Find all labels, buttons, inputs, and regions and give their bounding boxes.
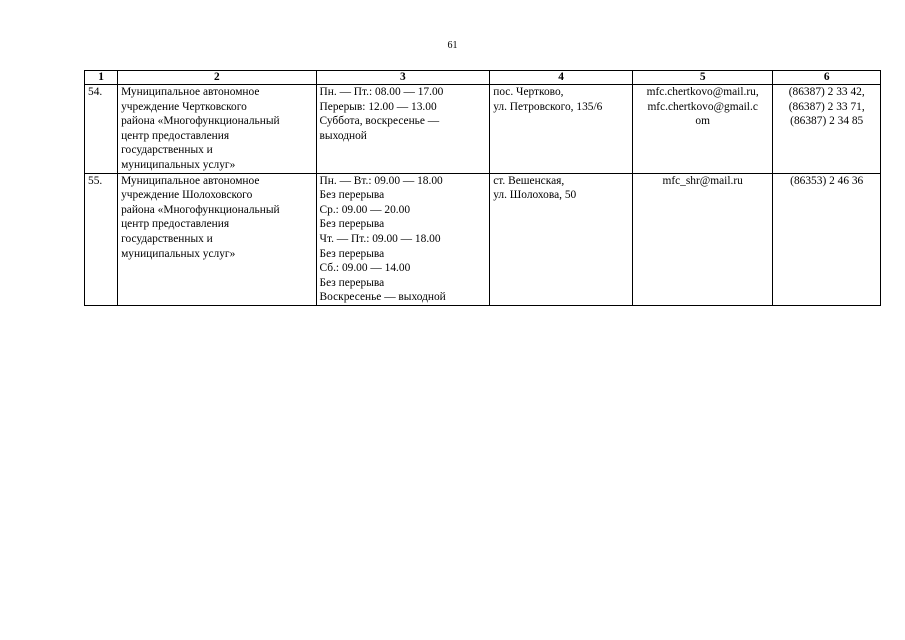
phone-line: (86387) 2 33 42, (788, 86, 865, 98)
header-col-5: 5 (632, 71, 773, 85)
address-line: ул. Петровского, 135/6 (493, 100, 603, 113)
name-line: центр предоставления (121, 129, 230, 142)
name-line: муниципальных услуг» (121, 158, 236, 171)
mfc-table (84, 70, 881, 306)
hours-line: Сб.: 09.00 — 14.00 (319, 262, 411, 275)
email-line: mfc.chertkovo@mail.ru, (646, 86, 759, 98)
header-col-3: 3 (316, 71, 490, 85)
table-header (85, 71, 881, 85)
email-line: mfc.chertkovo@gmail.c (647, 100, 758, 113)
address (490, 85, 633, 174)
table-row (85, 173, 881, 305)
table-row (85, 85, 881, 174)
name-line: центр предоставления (121, 218, 230, 231)
address-line: ул. Шолохова, 50 (493, 189, 577, 202)
hours-line: Ср.: 09.00 — 20.00 (319, 203, 411, 216)
hours-line: Без перерыва (319, 218, 385, 231)
hours-line: Перерыв: 12.00 — 13.00 (319, 100, 437, 113)
name-line: Муниципальное автономное (121, 86, 260, 98)
phone-line: (86387) 2 34 85 (790, 115, 864, 128)
hours-line: Без перерыва (319, 189, 385, 202)
header-col-1: 1 (85, 71, 118, 85)
hours-line: Пн. — Пт.: 08.00 — 17.00 (319, 86, 444, 98)
table-body (85, 85, 881, 306)
phone-line: (86353) 2 46 36 (790, 174, 864, 187)
name-line: района «Многофункциональный (121, 203, 280, 216)
hours-line: Пн. — Вт.: 09.00 — 18.00 (319, 174, 443, 187)
institution-name (118, 85, 316, 174)
name-line: Муниципальное автономное (121, 174, 260, 187)
header-row (85, 71, 881, 85)
hours-line: Суббота, воскресенье — (319, 115, 440, 128)
address (490, 173, 633, 305)
name-line: государственных и (121, 232, 213, 245)
working-hours (316, 173, 490, 305)
address-line: ст. Вешенская, (493, 174, 565, 187)
row-number: 54. (85, 85, 118, 174)
phone (773, 173, 881, 305)
hours-line: Чт. — Пт.: 09.00 — 18.00 (319, 232, 441, 245)
hours-line: Без перерыва (319, 276, 385, 289)
header-col-4: 4 (490, 71, 633, 85)
institution-name (118, 173, 316, 305)
hours-line: Воскресенье — выходной (319, 291, 446, 304)
email (632, 85, 773, 174)
hours-line: выходной (319, 129, 367, 142)
email-line: mfc_shr@mail.ru (662, 174, 743, 187)
header-col-2: 2 (118, 71, 316, 85)
phone-line: (86387) 2 33 71, (788, 100, 865, 113)
address-line: пос. Чертково, (493, 86, 564, 98)
hours-line: Без перерыва (319, 247, 385, 260)
header-col-6: 6 (773, 71, 881, 85)
email (632, 173, 773, 305)
email-line: om (695, 115, 710, 128)
phone (773, 85, 881, 174)
name-line: учреждение Шолоховского (121, 189, 253, 202)
name-line: учреждение Чертковского (121, 100, 247, 113)
row-number: 55. (85, 173, 118, 305)
working-hours (316, 85, 490, 174)
name-line: государственных и (121, 144, 213, 157)
name-line: муниципальных услуг» (121, 247, 236, 260)
page-number: 61 (447, 40, 458, 51)
name-line: района «Многофункциональный (121, 115, 280, 128)
